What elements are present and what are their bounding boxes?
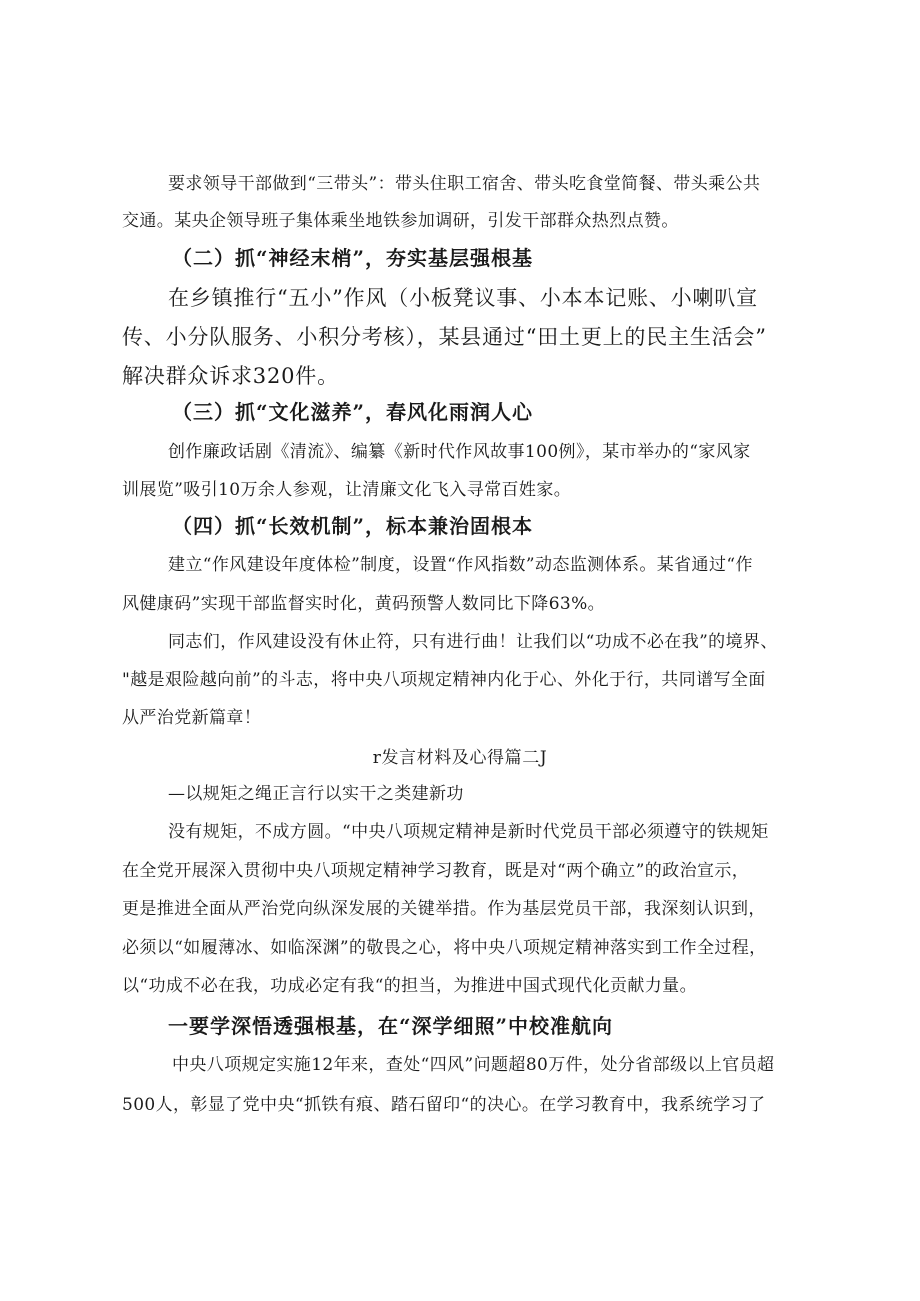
paragraph-line: 更是推进全面从严治党向纵深发展的关键举措。作为基层党员干部，我深刻认识到， <box>122 899 766 919</box>
paragraph-line: "越是艰险越向前”的斗志，将中央八项规定精神内化于心、外化于行，共同谱写全面 <box>122 670 766 690</box>
section-heading: （二）抓“神经末梢”，夯实基层强根基 <box>172 246 534 270</box>
paragraph-line: 在全党开展深入贯彻中央八项规定精神学习教育，既是对“两个确立”的政治宣示， <box>122 861 750 881</box>
paragraph-line: 在乡镇推行“五小”作风（小板凳议事、小本本记账、小喇叭宣 <box>168 286 758 310</box>
paragraph-line: 传、小分队服务、小积分考核），某县通过“田土更上的民主生活会” <box>122 325 767 349</box>
paragraph-line: 创作廉政话剧《清流》、编纂《新时代作风故事100例》，某市举办的“家风家 <box>168 442 751 462</box>
paragraph-line: 建立“作风建设年度体检”制度，设置“作风指数”动态监测体系。某省通过“作 <box>168 555 753 575</box>
paragraph-line: 没有规矩，不成方圆。“中央八项规定精神是新时代党员干部必须遵守的铁规矩 <box>168 822 769 842</box>
paragraph-line: 风健康码”实现干部监督实时化，黄码预警人数同比下降63%。 <box>122 594 606 614</box>
section-heading: （四）抓“长效机制”，标本兼治固根本 <box>172 514 534 538</box>
paragraph-line: 必须以“如履薄冰、如临深渊”的敬畏之心，将中央八项规定精神落实到工作全过程， <box>122 938 767 958</box>
section-heading: 一要学深悟透强根基，在“深学细照”中校准航向 <box>168 1014 614 1038</box>
paragraph-line: 交通。某央企领导班子集体乘坐地铁参加调研，引发干部群众热烈点赞。 <box>122 211 679 231</box>
paragraph-line: 以“功成不必在我，功成必定有我“的担当，为推进中国式现代化贡献力量。 <box>122 976 697 996</box>
paragraph-line: 中央八项规定实施12年来，查处“四风”问题超80万件，处分省部级以上官员超 <box>172 1055 775 1075</box>
paragraph-line: 同志们，作风建设没有休止符，只有进行曲！让我们以“功成不必在我”的境界、 <box>168 632 778 652</box>
section-title: r发言材料及心得篇二J <box>372 748 548 768</box>
paragraph-line: 要求领导干部做到“三带头”：带头住职工宿舍、带头吃食堂简餐、带头乘公共 <box>168 174 761 194</box>
paragraph-line: 从严治党新篇章！ <box>122 708 262 728</box>
paragraph-line: 解决群众诉求320件。 <box>122 364 339 388</box>
paragraph-line: 训展览”吸引10万余人参观，让清廉文化飞入寻常百姓家。 <box>122 480 572 500</box>
paragraph-line: 500人，彰显了党中央“抓铁有痕、踏石留印“的决心。在学习教育中，我系统学习了 <box>122 1095 766 1115</box>
subtitle: —以规矩之绳正言行以实干之类建新功 <box>168 784 464 804</box>
section-heading: （三）抓“文化滋养”，春风化雨润人心 <box>172 400 534 424</box>
